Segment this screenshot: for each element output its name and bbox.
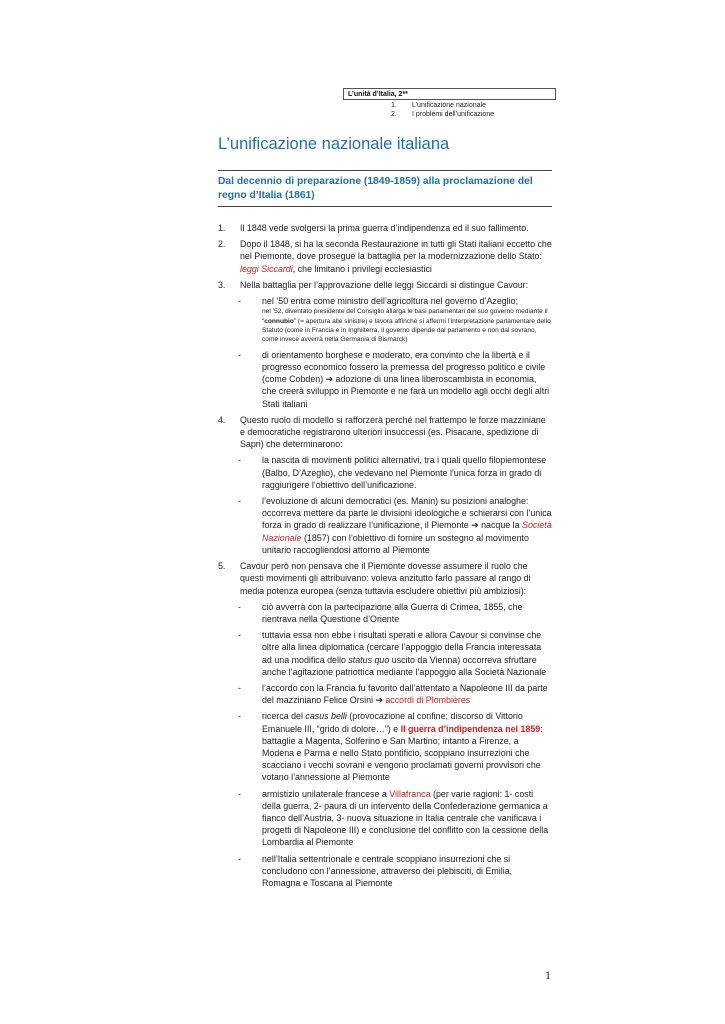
section-subtitle: Dal decennio di preparazione (1849-1859) alla proclamazione del regno d’Italia (1861) [218, 176, 533, 201]
toc-item [391, 110, 494, 119]
sub-item-text [262, 629, 552, 678]
bold-term: connubio [264, 317, 294, 325]
sub-item-text [262, 295, 552, 345]
sub-item-text: la nascita di movimenti politici alternativi, tra i quali quello filopiemontese (Balbo, D’Azeglio), che vedevano nel Piemonte l’unica forza in grado di raggiungere l’obiettivo dell’unificazione. [262, 455, 547, 490]
toc-label: I problemi dell’unificazione [412, 111, 495, 118]
page-number: 1 [545, 968, 551, 982]
item-number: 1. [218, 223, 226, 233]
text-run: nel ’50 entra come ministro dell’agricoltura nel governo d’Azeglio; [262, 296, 519, 307]
highlight-term: leggi Siccardi [240, 263, 293, 274]
text-run: adozione di una linea liberoscambista in economia, che creerà sviluppo in Piemonte e ne farà un modello agli occhi degli altri Stati italiani [262, 374, 550, 409]
text-run: di orientamento borghese e moderato, era convinto che la libertà e il progresso economico fossero la premessa del progresso politico e civile (come Cobden) [262, 349, 546, 385]
text-run: uscito da Vienna) occorreva sfruttare anche l’agitazione patriottica mediante l’appoggio alla Società Nazionale [262, 654, 547, 677]
text-run: (1857) con l’obiettivo di fornire un sostegno al movimento unitario raccogliendosi attorno al Piemonte [262, 532, 529, 555]
sub-item-text [262, 788, 552, 849]
text-run: (provocazione al confine; discorso di Vittorio Emanuele III, “grido di dolore…”) e [262, 711, 523, 734]
text-run: tuttavia essa non ebbe i risultati sperati e allora Cavour si convinse che oltre alla linea diplomatica (cercare l’appoggio della Francia interessata ad una modifica dello [262, 630, 542, 665]
item-text: Nella battaglia per l’approvazione delle leggi Siccardi si distingue Cavour: [240, 279, 529, 290]
arrow-icon: ➔ [375, 695, 383, 706]
list-item-4 [218, 414, 552, 451]
sub-item [218, 495, 552, 556]
section-heading [218, 170, 552, 207]
text-run: ricerca del [262, 711, 306, 722]
dash-bullet: - [238, 349, 241, 360]
dash-bullet: - [238, 496, 241, 507]
sub-item [218, 349, 552, 410]
dash-bullet: - [238, 853, 241, 864]
text-run: nacque la [478, 520, 523, 531]
dash-bullet: - [238, 711, 241, 722]
arrow-icon: ➔ [471, 520, 479, 531]
item-number: 3. [218, 279, 226, 290]
sub-item-text [262, 349, 552, 410]
highlight-term: Società Nazionale [262, 520, 552, 543]
table-of-contents [391, 101, 494, 119]
highlight-term: Villafranca [389, 788, 431, 799]
dash-bullet: - [238, 630, 241, 641]
item-number: 4. [218, 414, 226, 425]
main-content [218, 222, 552, 893]
page-title: L’unificazione nazionale italiana [218, 135, 450, 153]
dash-bullet: - [238, 788, 241, 799]
small-note [262, 307, 552, 345]
dash-bullet: - [238, 601, 241, 612]
text-run: Dopo il 1848, si ha la seconda Restaurazione in tutti gli Stati italiani eccetto che nel Piemonte, dove prosegue la battaglia per la modernizzazione dello Stato: [240, 239, 552, 262]
sub-item [218, 601, 552, 625]
list-item-5 [218, 560, 552, 597]
text-run: (per varie ragioni: 1- costi della guerra, 2- paura di un intervento della Confederazione germanica a fianco dell’Austria, 3- nuova situazione in Italia centrale che vanificava i progetti di Napoleone III) e conclusione del conflitto con la cessione della Lombardia al Piemonte [262, 788, 549, 848]
sub-item [218, 853, 552, 890]
text-run: : battaglie a Magenta, Solferino e San Martino; intanto a Firenze, a Modena e Parma e nello Stato pontificio, scoppiano insurrezioni che scacciano i vecchi sovrani e vengono proclamati governi provvisori che votano l’annessione al Piemonte [262, 723, 543, 783]
dash-bullet: - [238, 455, 241, 466]
italic-term: casus belli [305, 711, 347, 722]
text-run: l’evoluzione di alcuni democratici (es. Manin) su posizioni analoghe: occorreva mettere da parte le divisioni ideologiche e schierarsi con l’unica forza in grado di realizzare l’unificazione, il Piemonte [262, 496, 552, 531]
italic-term: status quo [348, 654, 390, 665]
sub-item [218, 629, 552, 678]
sub-item [218, 295, 552, 345]
sub-item-text [262, 495, 552, 556]
toc-number: 1. [391, 102, 397, 109]
item-number: 5. [218, 561, 226, 572]
sub-item-text: ciò avverrà con la partecipazione alla Guerra di Crimea, 1855, che rientrava nella Questione d’Oriente [262, 601, 523, 624]
item-number: 2. [218, 239, 226, 250]
item-text: Il 1848 vede svolgersi la prima guerra d’indipendenza ed il suo fallimento. [240, 223, 529, 233]
text-run: armistizio unilaterale francese a [262, 788, 390, 799]
header-box: L’unità d’Italia, 2** [343, 88, 556, 100]
dash-bullet: - [238, 296, 241, 307]
item-text [240, 238, 552, 275]
highlight-term: accordi di Plombières [382, 695, 471, 706]
toc-label: L’unificazione nazionale [412, 102, 486, 109]
sub-item [218, 710, 552, 783]
toc-number: 2. [391, 111, 397, 118]
list-item-1 [218, 222, 552, 234]
highlight-term: II guerra d’indipendenza nel 1859 [400, 723, 541, 734]
list-item-3 [218, 279, 552, 291]
arrow-icon: ➔ [325, 374, 334, 385]
item-text: Cavour però non pensava che il Piemonte dovesse assumere il ruolo che questi movimenti gli attribuivano: voleva anzitutto farlo passare al rango di media potenza europea (senza tuttavia escludere obiettivi più ambiziosi): [240, 561, 531, 596]
sub-item [218, 454, 552, 491]
text-run: nel ’52, diventato presidente del Consiglio allarga le basi parlamentari del suo governo mediante il “ [262, 308, 548, 325]
sub-item-text [262, 710, 552, 783]
sub-item-text: nell’Italia settentrionale e centrale scoppiano insurrezioni che si concludono con l’annessione, attraverso dei plebisciti, di Emilia, Romagna e Toscana al Piemonte [262, 853, 513, 888]
sub-item [218, 788, 552, 849]
item-text: Questo ruolo di modello si rafforzerà perché nel frattempo le forze mazziniane e democratiche registrarono ulteriori insuccessi (es. Pisacane, spedizione di Sapri) che determinarono: [240, 414, 546, 450]
list-item-2 [218, 238, 552, 275]
sub-item [218, 682, 552, 706]
text-run: ” (= apertura alle sinistre) e lavora affinché si affermi l’interpretazione parlamentare dello Statuto (come in Francia e in Inghilterra, il governo dipende dal parlamento e non dal sovrano, come invece avverrà nella Germania di Bismarck) [262, 317, 551, 344]
toc-item [391, 101, 494, 110]
dash-bullet: - [238, 682, 241, 693]
text-run: , che limitano i privilegi ecclesiastici [292, 263, 432, 274]
text-run: l’accordo con la Francia fu favorito dall’attentato a Napoleone III da parte del mazziniano Felice Orsini [262, 682, 548, 706]
sub-item-text [262, 682, 552, 706]
